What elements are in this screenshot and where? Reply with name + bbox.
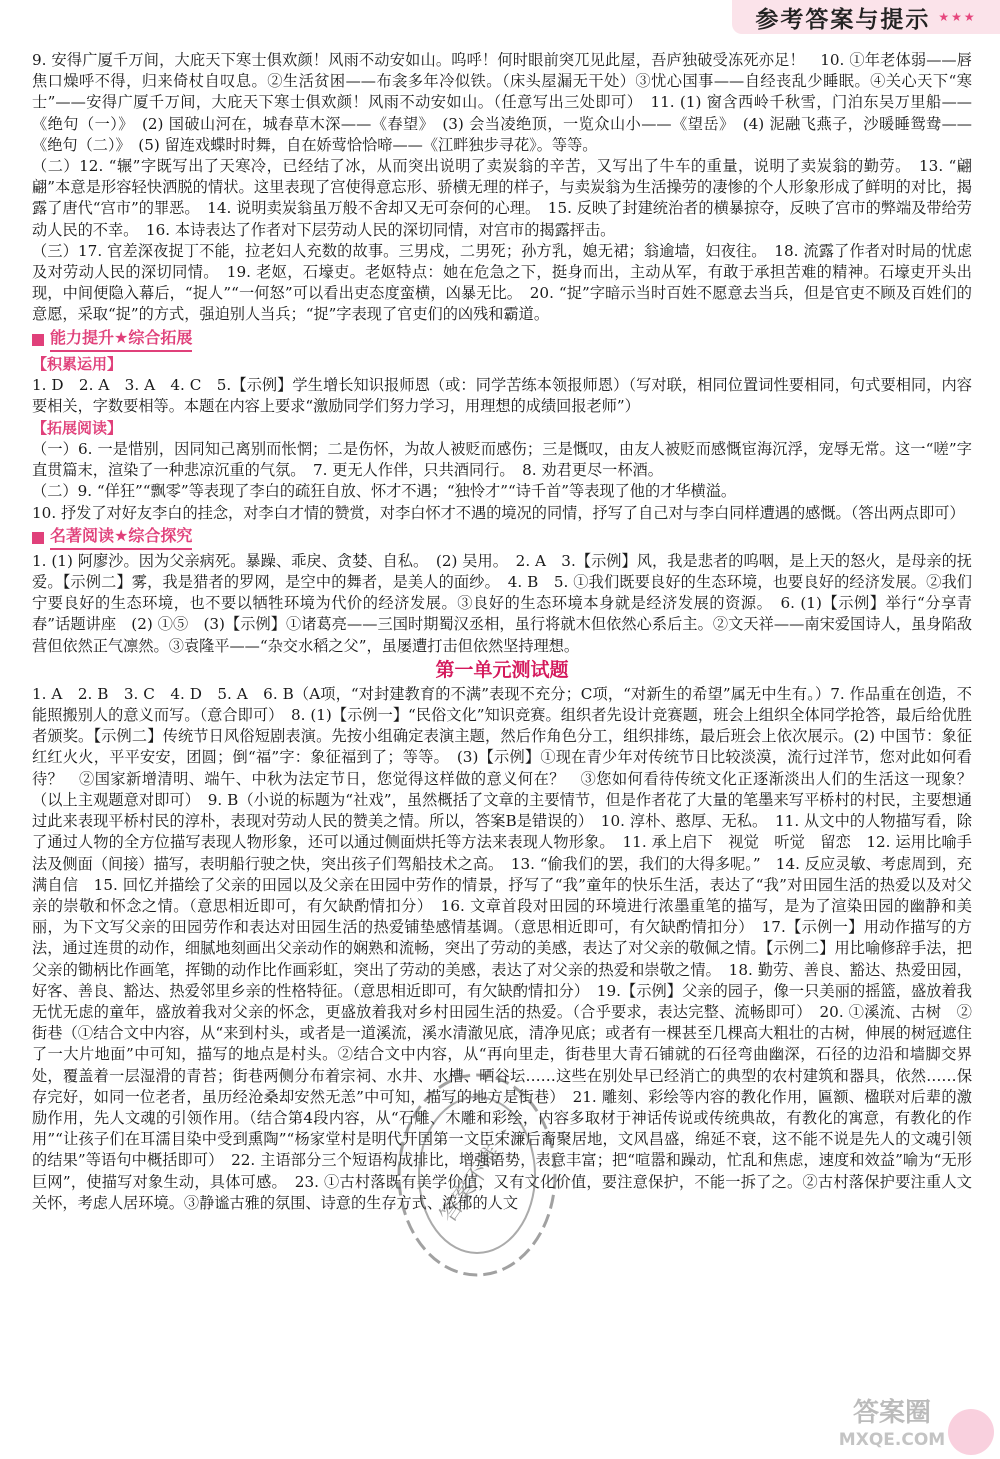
page-number-badge bbox=[948, 1409, 994, 1455]
subheading-extended-reading: 【拓展阅读】 bbox=[32, 419, 123, 438]
header-title: 参考答案与提示 bbox=[755, 6, 931, 33]
section-square-icon bbox=[32, 532, 44, 544]
answer-paragraph: 1. A 2. B 3. C 4. D 5. A 6. B（A项，“对封建教育的不满”表现不充分；C项，“对新生的希望”属无中生有。）7. 作品重在创造，不能照搬别人的意义而写。（意合即可） 8. (1)【示例一】“民俗文化”知识竞赛。组织者先设计竞赛题，班会上组织全体同学抢答，最后给优胜者颁奖。【示例二】传统节日风俗短剧表演。先按小组确定表演主题，然后作角色分工，组织排练，最后班会上依次展示。(2) 中国节：象征红红火火，平平安安，团圆；倒“福”字：象征福到了；等等。 (3)【示例】①现在青少年对传统节日比较淡漠，流行过洋节，您对此如何看待？ ②国家新增清明、端午、中秋为法定节日，您觉得这样做的意义何在？ ③您如何看待传统文化正逐渐淡出人们的生活这一现象？（以上主观题意对即可） 9. B（小说的标题为“社戏”，虽然概括了文章的主要情节，但是作者花了大量的笔墨来写平桥村的村民，主要想通过此来表现平桥村民的淳朴，表现对劳动人民的赞美之情。所以，答案B是错误的） 10. 淳朴、憨厚、无私。 11. 从文中的人物描写看，除了通过人物的全方位描写表现人物形象，还可以通过侧面烘托等方法来表现人物形象。 11. 承上启下 视觉 听觉 留恋 12. 运用比喻手法及侧面（间接）描写，表明船行驶之快，突出孩子们驾船技术之高。 13. “偷我们的罢，我们的大得多呢。” 14. 反应灵敏、考虑周到，充满自信 15. 回忆并描绘了父亲的田园以及父亲在田园中劳作的情景，抒写了“我”童年的快乐生活，表达了“我”对田园生活的热爱以及对父亲的崇敬和怀念之情。（意思相近即可，有欠缺酌情扣分） 16. 文章首段对田园的环境进行浓墨重笔的描写，是为了渲染田园的幽静和美丽，为下文写父亲的田园劳作和表达对田园生活的热爱铺垫感情基调。（意思相近即可，有欠缺酌情扣分） 17.【示例一】用动作描写的方法，通过连贯的动作，细腻地刻画出父亲动作的娴熟和流畅，突出了劳动的美感，表达了对父亲的敬佩之情。【示例二】用比喻修辞手法，把父亲的锄柄比作画笔，挥锄的动作比作画彩虹，突出了劳动的美感，表达了对父亲的热爱和崇敬之情。 18. 勤劳、善良、豁达、热爱田园，好客、善良、豁达、热爱邻里乡亲的性格特征。（意思相近即可，有欠缺酌情扣分） 19.【示例】父亲的园子，像一只美丽的摇篮，盛放着我无忧无虑的童年，盛放着我对父亲的怀念，更盛放着我对乡村田园生活的热爱。（合乎要求，表达完整、流畅即可） 20. ①溪流、古树 ②街巷（①结合文中内容，从“来到村头，或者是一道溪流，溪水清澈见底，清净见底；或者有一棵甚至几棵高大粗壮的古树，伸展的树冠遮住了一大片地面”中可知，描写的地点是村头。②结合文中内容，从“再向里走，街巷里大青石铺就的石径弯曲幽深，石径的边沿和墙脚交界处，覆盖着一层湿滑的青苔；街巷两侧分布着宗祠、水井、水槽、晒谷坛……这些在别处早已经消亡的典型的农村建筑和器具，依然……保存完好，如同一位老者，虽历经沧桑却安然无恙”中可知，描写的地方是街巷） 21. 雕刻、彩绘等内容的教化作用，匾额、楹联对后辈的激励作用，先人文魂的引领作用。（结合第4段内容，从“石雕、木雕和彩绘，内容多取材于神话传说或传统典故，有教化的寓意，有教化的作用”“让孩子们在耳濡目染中受到熏陶”“杨家堂村是明代开国第一文臣宋濂后裔聚居地，文风昌盛，绵延不衰，这不能不说是先人的文魂引领的结果”等语句中概括即可） 22. 主语部分三个短语构成排比，增强语势，表意丰富；把“喧嚣和躁动，忙乱和焦虑，速度和效益”喻为“无形巨网”，使描写对象生动，具体可感。 23. ①古村落既有美学价值，又有文化价值，要注意保护，不能一拆了之。②古村落保护要注重人文关怀，考虑人居环境。③静谧古雅的氛围、诗意的生存方式、浓郁的人文 bbox=[32, 684, 972, 1212]
answer-paragraph: （一）6. 一是惜别，因同知己离别而怅惘；二是伤怀，为故人被贬而感伤；三是慨叹，由友人被贬而感慨宦海沉浮，宠辱无常。这一“嗟”字直贯篇末，渲染了一种悲凉沉重的气氛。 7. 更无人作伴，只共酒同行。 8. 劝君更尽一杯酒。 bbox=[32, 440, 972, 480]
watermark-text: 答案圈 bbox=[852, 1398, 932, 1428]
header-stars: ★★★ bbox=[938, 10, 977, 24]
answer-paragraph: （二）9. “佯狂”“飘零”等表现了李白的疏狂自放、怀才不遇；“独怜才”“诗千首”等表现了他的才华横溢。 bbox=[32, 482, 737, 501]
answer-paragraph: 1. (1) 阿廖沙。因为父亲病死。暴躁、乖戾、贪婪、自私。 (2) 吴用。 2. A 3.【示例】风，我是悲者的呜咽，是上天的怒火，是母亲的抚爱。【示例二】雾，我是猎者的罗网，是空中的舞者，是美人的面纱。 4. B 5. ①我们既要良好的生态环境，也要良好的经济发展。②我们宁要良好的生态环境，也不要以牺牲环境为代价的经济发展。③良好的生态环境本身就是经济发展的资源。 6. (1)【示例】举行“分享青春”话题讲座 (2) ①⑤ (3)【示例】①诸葛亮——三国时期蜀汉丞相，虽行将就木但依然心系后主。②文天祥——南宋爱国诗人，虽身陷敌营但依然正气凛然。③袁隆平——“杂交水稻之父”，虽屡遭打击但依然坚持理想。 bbox=[32, 551, 972, 655]
section-square-icon bbox=[32, 334, 44, 346]
answer-content bbox=[32, 50, 972, 1214]
unit-test-title: 第一单元测试题 bbox=[435, 658, 569, 681]
watermark-logo bbox=[820, 1393, 970, 1453]
answer-paragraph: 10. 抒发了对好友李白的挂念，对李白才情的赞赏，对李白怀才不遇的境况的同情，抒写了自己对与李白同样遭遇的感慨。（答出两点即可） bbox=[32, 503, 965, 522]
stamp-text: 答案不唯一 bbox=[435, 1123, 520, 1228]
section-title: 能力提升★综合拓展 bbox=[50, 327, 192, 352]
watermark-url: MXQE.COM bbox=[838, 1430, 946, 1450]
section-heading-ability bbox=[32, 328, 972, 352]
subheading-accumulation: 【积累运用】 bbox=[32, 354, 123, 373]
page-header bbox=[732, 0, 1000, 34]
answer-paragraph: （二）12. “辗”字既写出了天寒冷，已经结了冰，从而突出说明了卖炭翁的辛苦，又写出了牛车的重量，说明了卖炭翁的勤劳。 13. “翩翩”本意是形容轻快洒脱的情状。这里表现了宫使得意忘形、骄横无理的样子，与卖炭翁为生活操劳的凄惨的个人形象形成了鲜明的对比，揭露了唐代“宫市”的罪恶。 14. 说明卖炭翁虽万般不舍却又无可奈何的心理。 15. 反映了封建统治者的横暴掠夺，反映了宫市的弊端及带给劳动人民的不幸。 16. 本诗表达了作者对下层劳动人民的深切同情，对宫市的揭露抨击。 bbox=[32, 157, 972, 239]
answer-paragraph: （三）17. 官差深夜捉丁不能，拉老妇人充数的故事。三男戍，二男死；孙方乳，媳无裙；翁逾墙，妇夜往。 18. 流露了作者对时局的忧虑及对劳动人民的深切同情。 19. 老妪，石壕吏。老妪特点：她在危急之下，挺身而出，主动从军，有敢于承担苦难的精神。石壕吏开头出现，中间便隐入幕后，“捉人”“一何怒”可以看出吏态度蛮横，凶暴无比。 20. “捉”字暗示当时百姓不愿意去当兵，但是官吏不顾及百姓们的意愿，采取“捉”的方式，强迫别人当兵；“捉”字表现了官吏们的凶残和霸道。 bbox=[32, 241, 972, 324]
answer-paragraph: 1. D 2. A 3. A 4. C 5.【示例】学生增长知识报师恩（或：同学苦练本领报师恩）（写对联，相同位置词性要相同，句式要相同，内容要相关，字数要相等。本题在内容上要求“激励同学们努力学习，用理想的成绩回报老师”） bbox=[32, 375, 972, 415]
section-title: 名著阅读★综合探究 bbox=[50, 525, 192, 550]
section-heading-classics bbox=[32, 526, 972, 550]
answer-paragraph: 9. 安得广厦千万间，大庇天下寒士俱欢颜！风雨不动安如山。呜呼！何时眼前突兀见此屋，吾庐独破受冻死亦足！ 10. ①年老体弱——唇焦口燥呼不得，归来倚杖自叹息。②生活贫困——布衾多年冷似铁。（床头屋漏无干处）③忧心国事——自经丧乱少睡眠。④关心天下“寒士”——安得广厦千万间，大庇天下寒士俱欢颜！风雨不动安如山。（任意写出三处即可） 11. (1) 窗含西岭千秋雪，门泊东吴万里船——《绝句（一）》 (2) 国破山河在，城春草木深——《春望》 (3) 会当凌绝顶，一览众山小——《望岳》 (4) 泥融飞燕子，沙暖睡鸳鸯——《绝句（二）》 (5) 留连戏蝶时时舞，自在娇莺恰恰啼——《江畔独步寻花》。等等。 bbox=[32, 51, 972, 154]
